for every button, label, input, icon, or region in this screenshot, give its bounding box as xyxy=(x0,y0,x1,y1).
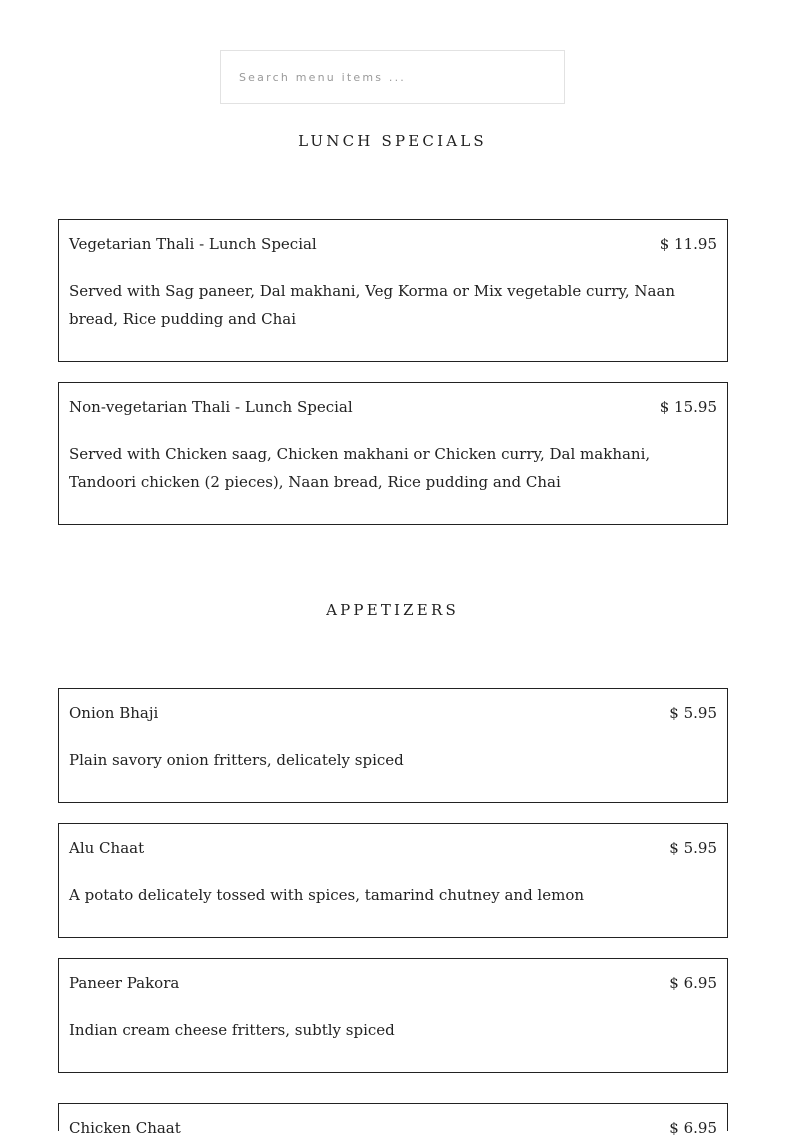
section-title-lunch-specials: LUNCH SPECIALS xyxy=(298,132,487,150)
item-description: A potato delicately tossed with spices, tamarind chutney and lemon xyxy=(69,886,585,904)
menu-item-chicken-chaat[interactable] xyxy=(58,1103,728,1137)
item-name: Non-vegetarian Thali - Lunch Special xyxy=(69,398,353,416)
menu-item-vegetarian-thali[interactable] xyxy=(58,219,728,362)
menu-item-paneer-pakora[interactable] xyxy=(58,958,728,1073)
item-description: Served with Sag paneer, Dal makhani, Veg Korma or Mix vegetable curry, Naan bread, Rice pudding and Chai xyxy=(69,282,676,328)
item-description: Indian cream cheese fritters, subtly spiced xyxy=(69,1021,395,1039)
search-box xyxy=(220,50,565,104)
item-name: Chicken Chaat xyxy=(69,1119,181,1137)
section-title-appetizers: APPETIZERS xyxy=(326,601,459,619)
item-price: $ 6.95 xyxy=(669,974,717,992)
item-description: Served with Chicken saag, Chicken makhani or Chicken curry, Dal makhani, Tandoori chicken (2 pieces), Naan bread, Rice pudding and Chai xyxy=(69,445,651,491)
item-name: Onion Bhaji xyxy=(69,704,159,722)
item-name: Paneer Pakora xyxy=(69,974,180,992)
menu-item-non-vegetarian-thali[interactable] xyxy=(58,382,728,525)
menu-item-alu-chaat[interactable] xyxy=(58,823,728,938)
item-name: Alu Chaat xyxy=(69,839,145,857)
item-description: Plain savory onion fritters, delicately spiced xyxy=(69,751,404,769)
item-price: $ 11.95 xyxy=(659,235,717,253)
menu-item-onion-bhaji[interactable] xyxy=(58,688,728,803)
item-price: $ 15.95 xyxy=(659,398,717,416)
item-price: $ 5.95 xyxy=(669,704,717,722)
item-name: Vegetarian Thali - Lunch Special xyxy=(69,235,317,253)
item-price: $ 5.95 xyxy=(669,839,717,857)
search-input[interactable] xyxy=(221,51,564,103)
item-price: $ 6.95 xyxy=(669,1119,717,1137)
